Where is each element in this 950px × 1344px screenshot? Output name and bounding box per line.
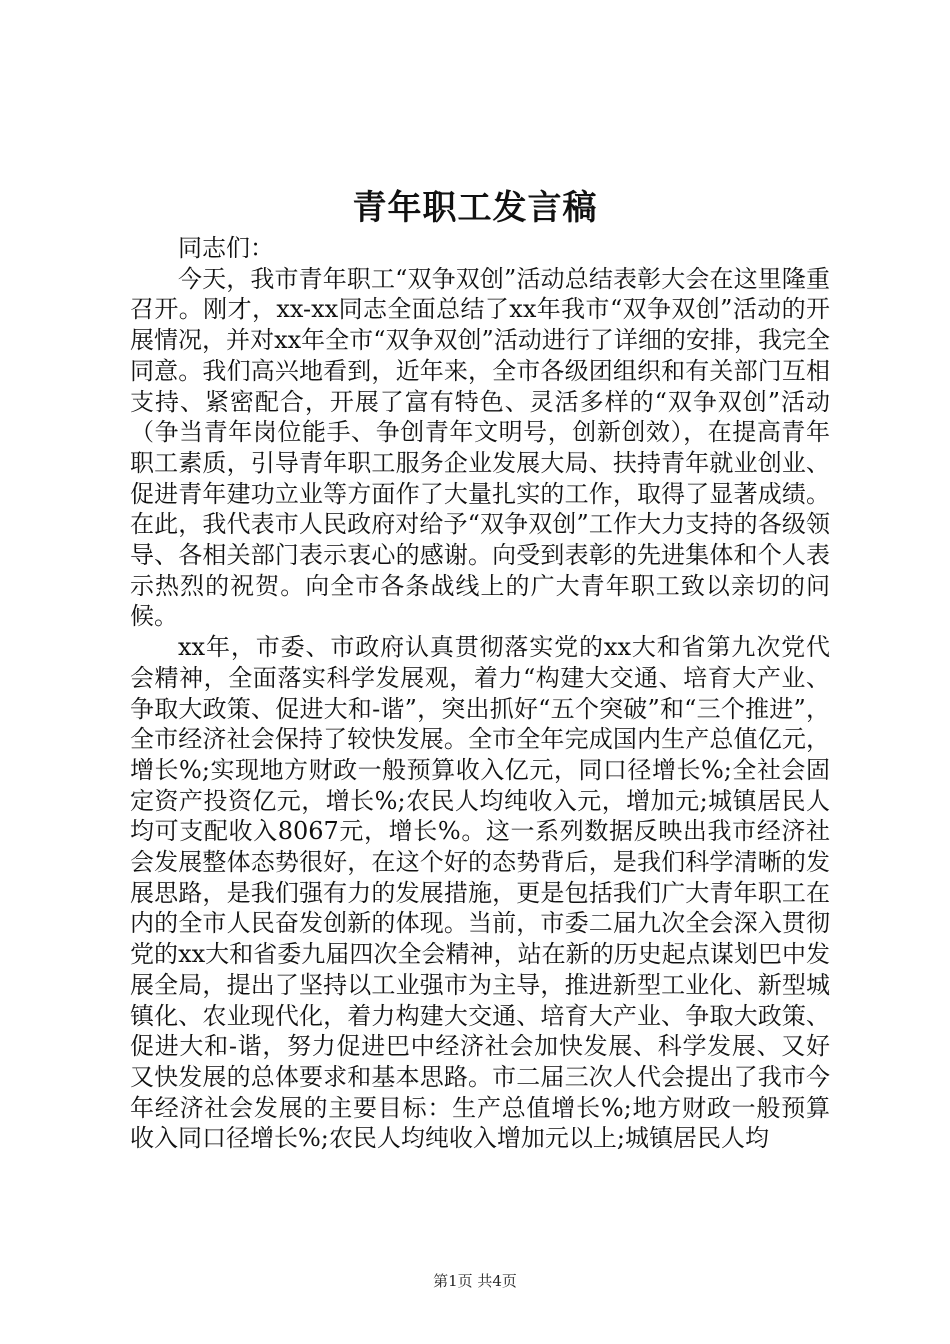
document-title: 青年职工发言稿: [352, 188, 598, 228]
paragraph-1: 今天，我市青年职工“双争双创”活动总结表彰大会在这里隆重召开。刚才，xx-xx同志全面总结了xx年我市“双争双创”活动的开展情况，并对xx年全市“双争双创”活动进行了详细的安排，我完全同意。我们高兴地看到，近年来，全市各级团组织和有关部门互相支持、紧密配合，开展了富有特色、灵活多样的“双争双创”活动（争当青年岗位能手、争创青年文明号，创新创效），在提高青年职工素质，引导青年职工服务企业发展大局、扶持青年就业创业、促进青年建功立业等方面作了大量扎实的工作，取得了显著成绩。在此，我代表市人民政府对给予“双争双创”工作大力支持的各级领导、各相关部门表示衷心的感谢。向受到表彰的先进集体和个人表示热烈的祝贺。向全市各条战线上的广大青年职工致以亲切的问候。: [130, 264, 830, 631]
page-footer: 第1页 共4页: [433, 1272, 517, 1290]
salutation: 同志们：: [178, 234, 274, 262]
paragraph-2: xx年，市委、市政府认真贯彻落实党的xx大和省第九次党代会精神，全面落实科学发展观，着力“构建大交通、培育大产业、争取大政策、促进大和-谐”，突出抓好“五个突破”和“三个推进”，全市经济社会保持了较快发展。全市全年完成国内生产总值亿元，增长%;实现地方财政一般预算收入亿元，同口径增长%;全社会固定资产投资亿元，增长%;农民人均纯收入元，增加元;城镇居民人均可支配收入8067元，增长%。这一系列数据反映出我市经济社会发展整体态势很好，在这个好的态势背后，是我们科学清晰的发展思路，是我们强有力的发展措施，更是包括我们广大青年职工在内的全市人民奋发创新的体现。当前，市委二届九次全会深入贯彻党的xx大和省委九届四次全会精神，站在新的历史起点谋划巴中发展全局，提出了坚持以工业强市为主导，推进新型工业化、新型城镇化、农业现代化，着力构建大交通、培育大产业、争取大政策、促进大和-谐，努力促进巴中经济社会加快发展、科学发展、又好又快发展的总体要求和基本思路。市二届三次人代会提出了我市今年经济社会发展的主要目标：生产总值增长%;地方财政一般预算收入同口径增长%;农民人均纯收入增加元以上;城镇居民人均: [130, 633, 830, 1153]
document-body: [130, 233, 830, 1154]
